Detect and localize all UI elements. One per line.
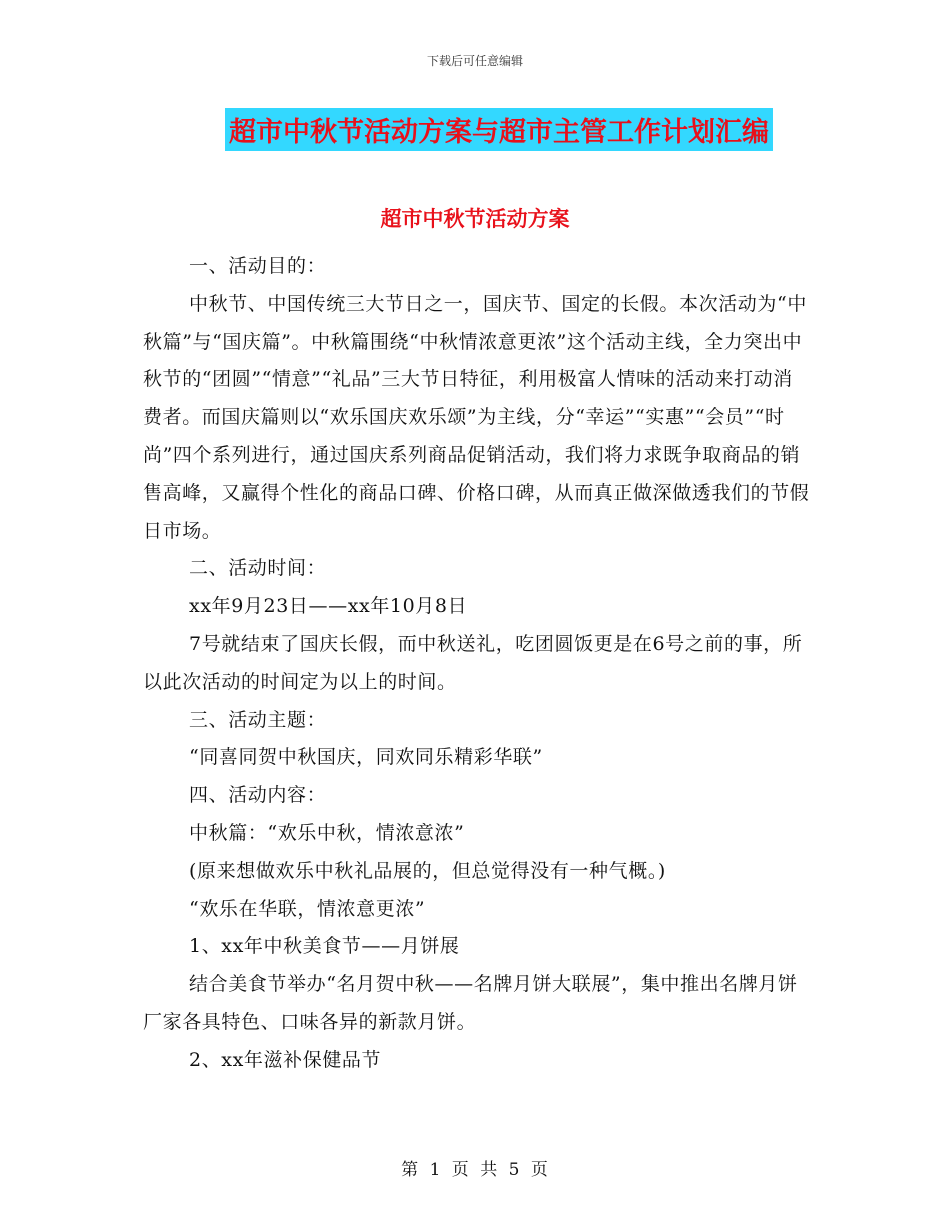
document-title-text: 超市中秋节活动方案与超市主管工作计划汇编 [225, 108, 773, 151]
paragraph-time-reason: 7号就结束了国庆长假，而中秋送礼，吃团圆饭更是在6号之前的事，所以此次活动的时间定为以上的时间。 [143, 632, 803, 693]
heading-theme: 三、活动主题： [189, 708, 327, 731]
paragraph-slogan: “欢乐在华联，情浓意更浓” [189, 897, 426, 920]
document-body [143, 248, 811, 1080]
footer-total-pages: 5 [508, 1160, 521, 1180]
heading-time: 二、活动时间： [189, 557, 327, 580]
page-footer [0, 1155, 950, 1180]
paragraph-mid-autumn-section: 中秋篇：“欢乐中秋，情浓意浓” [189, 821, 465, 844]
header-note: 下载后可任意编辑 [426, 54, 523, 68]
heading-purpose: 一、活动目的： [189, 255, 327, 277]
footer-page-label: 页 [451, 1160, 470, 1180]
item-mooncake-festival: 1、xx年中秋美食节——月饼展 [189, 935, 460, 958]
heading-content: 四、活动内容： [189, 784, 327, 807]
footer-page-number: 1 [429, 1160, 442, 1180]
footer-total-label: 共 [480, 1160, 499, 1180]
paragraph-theme: “同喜同贺中秋国庆，同欢同乐精彩华联” [189, 746, 543, 769]
paragraph-mooncake-detail: 结合美食节举办“名月贺中秋——名牌月饼大联展”，集中推出名牌月饼厂家各具特色、口味各异的新款月饼。 [143, 973, 798, 1033]
document-title [0, 108, 950, 151]
paragraph-purpose: 中秋节、中国传统三大节日之一，国庆节、国定的长假。本次活动为“中秋篇”与“国庆篇”。中秋篇围绕“中秋情浓意更浓”这个活动主线，全力突出中秋节的“团圆”“情意”“礼品”三大节日特征，利用极富人情味的活动来打动消费者。而国庆篇则以“欢乐国庆欢乐颂”为主线，分“幸运”“实惠”“会员”“时尚”四个系列进行，通过国庆系列商品促销活动，我们将力求既争取商品的销售高峰，又赢得个性化的商品口碑、价格口碑，从而真正做深做透我们的节假日市场。 [143, 292, 810, 542]
item-health-festival: 2、xx年滋补保健品节 [189, 1048, 382, 1071]
paragraph-date-range: xx年9月23日——xx年10月8日 [189, 595, 468, 618]
footer-prefix: 第 [401, 1160, 420, 1180]
paragraph-note: (原来想做欢乐中秋礼品展的，但总觉得没有一种气概。) [189, 859, 666, 882]
footer-suffix: 页 [530, 1160, 549, 1180]
section-title: 超市中秋节活动方案 [380, 207, 570, 231]
